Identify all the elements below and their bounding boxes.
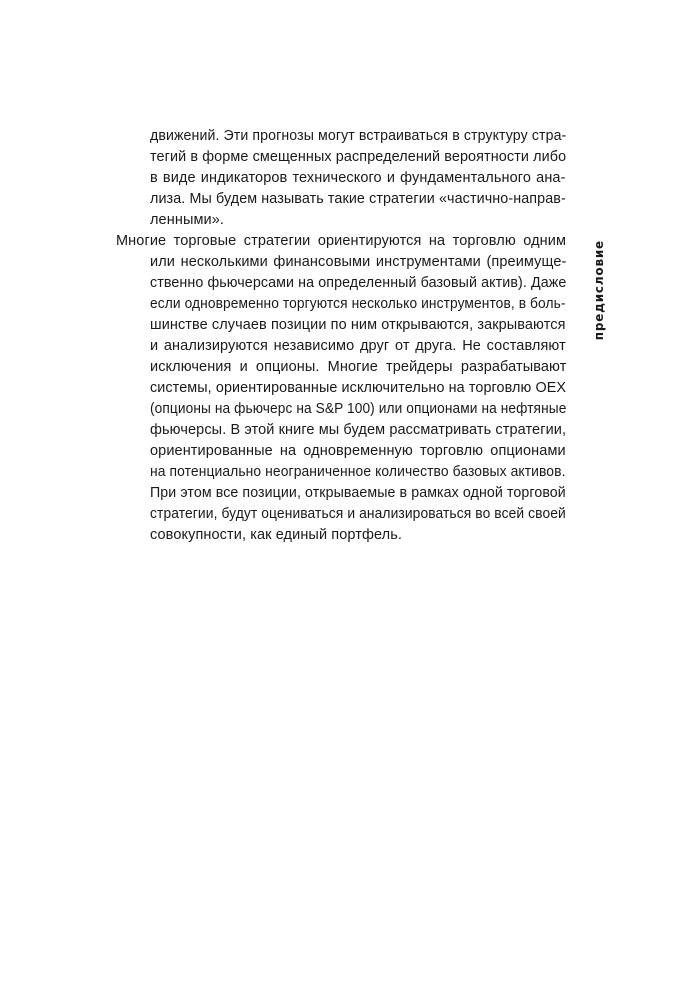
text-line: ленными». xyxy=(150,212,225,228)
running-header-vertical xyxy=(592,240,612,360)
running-header-text: предисловие xyxy=(592,240,606,341)
text-line: При этом все позиции, открываемые в рамках одной торговой xyxy=(150,485,566,501)
text-line: совокупности, как единый портфель. xyxy=(150,527,403,543)
text-line: тегий в форме смещенных распределений вероятности либо xyxy=(150,149,567,165)
text-line: исключения и опционы. Многие трейдеры разрабатывают xyxy=(150,359,567,375)
text-line: ориентированные на одновременную торговлю опционами xyxy=(150,443,566,459)
text-line: фьючерсы. В этой книге мы будем рассматривать стратегии, xyxy=(150,422,567,438)
text-line: в виде индикаторов технического и фундаментального ана- xyxy=(150,170,566,186)
text-line: (опционы на фьючерс на S&P 100) или опционами на нефтяные xyxy=(150,401,567,417)
text-line: ственно фьючерсами на определенный базовый актив). Даже xyxy=(150,275,567,291)
text-line: или несколькими финансовыми инструментами (преимуще- xyxy=(150,254,567,270)
text-line: движений. Эти прогнозы могут встраиваться в структуру стра- xyxy=(150,128,567,144)
text-line: если одновременно торгуются несколько инструментов, в боль- xyxy=(150,296,566,312)
text-line: лиза. Мы будем называть такие стратегии «частично-направ- xyxy=(150,191,566,207)
text-line: стратегии, будут оцениваться и анализироваться во всей своей xyxy=(150,506,566,522)
text-line: Многие торговые стратегии ориентируются на торговлю одним xyxy=(116,233,567,249)
text-line: на потенциально неограниченное количество базовых активов. xyxy=(150,464,566,480)
text-line: и анализируются независимо друг от друга. Не составляют xyxy=(150,338,566,354)
text-line: шинстве случаев позиции по ним открываются, закрываются xyxy=(150,317,566,333)
text-line: системы, ориентированные исключительно на торговлю OEX xyxy=(150,380,567,396)
